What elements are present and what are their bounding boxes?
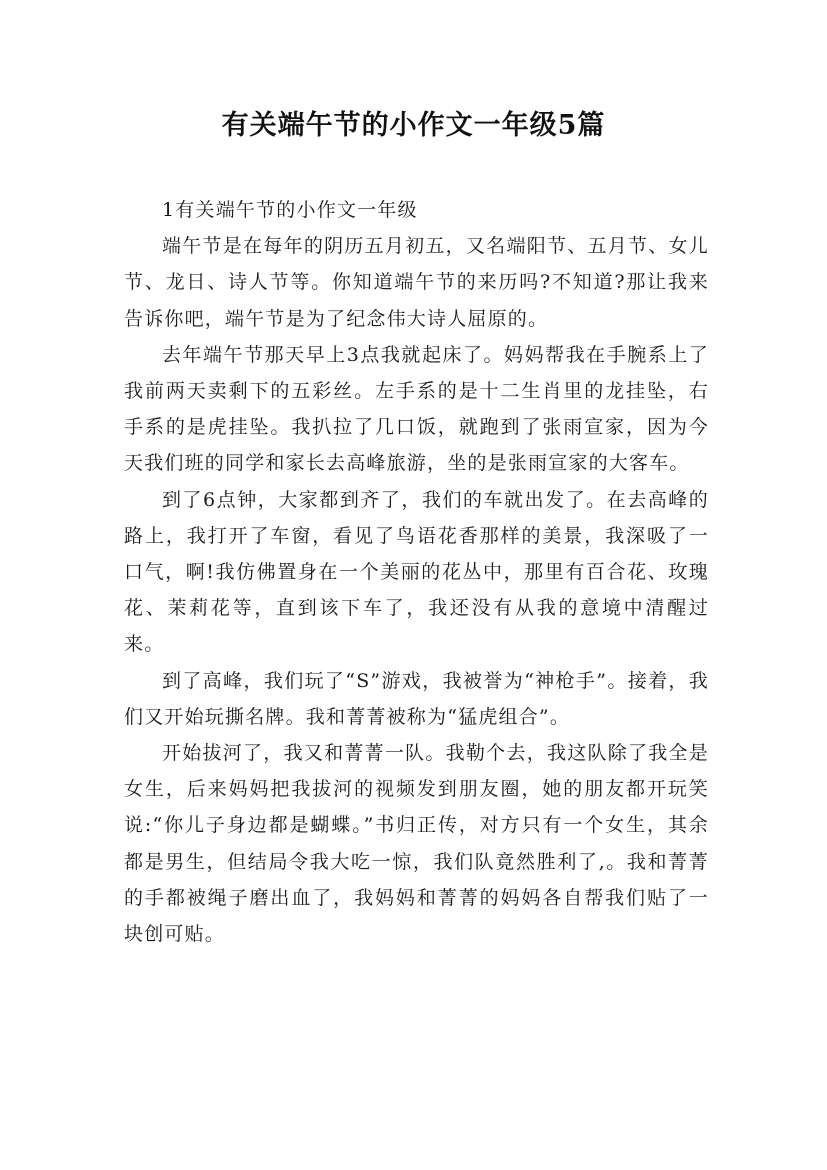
paragraph: 去年端午节那天早上3点我就起床了。妈妈帮我在手腕系上了我前两天卖剩下的五彩丝。左手系的是十二生肖里的龙挂坠，右手系的是虎挂坠。我扒拉了几口饭，就跑到了张雨宣家，因为今天我们班的同学和家长去高峰旅游，坐的是张雨宣家的大客车。 (124, 343, 709, 475)
document-body (124, 192, 709, 952)
document-title: 有关端午节的小作文一年级5篇 (221, 110, 606, 141)
paragraph: 端午节是在每年的阴历五月初五，又名端阳节、五月节、女儿节、龙日、诗人节等。你知道端午节的来历吗?不知道?那让我来告诉你吧，端午节是为了纪念伟大诗人屈原的。 (124, 235, 709, 330)
paragraph: 开始拔河了，我又和菁菁一队。我勒个去，我这队除了我全是女生，后来妈妈把我拔河的视频发到朋友圈，她的朋友都开玩笑说:“你儿子身边都是蝴蝶。”书归正传，对方只有一个女生，其余都是男生，但结局令我大吃一惊，我们队竟然胜利了,。我和菁菁的手都被绳子磨出血了，我妈妈和菁菁的妈妈各自帮我们贴了一块创可贴。 (124, 742, 709, 946)
paragraph: 到了高峰，我们玩了“S”游戏，我被誉为“神枪手”。接着，我们又开始玩撕名牌。我和菁菁被称为“猛虎组合”。 (124, 669, 709, 728)
section-heading: 1有关端午节的小作文一年级 (162, 199, 418, 221)
paragraph: 到了6点钟，大家都到齐了，我们的车就出发了。在去高峰的路上，我打开了车窗，看见了鸟语花香那样的美景，我深吸了一口气，啊!我仿佛置身在一个美丽的花丛中，那里有百合花、玫瑰花、茉莉花等，直到该下车了，我还没有从我的意境中清醒过来。 (124, 488, 709, 656)
